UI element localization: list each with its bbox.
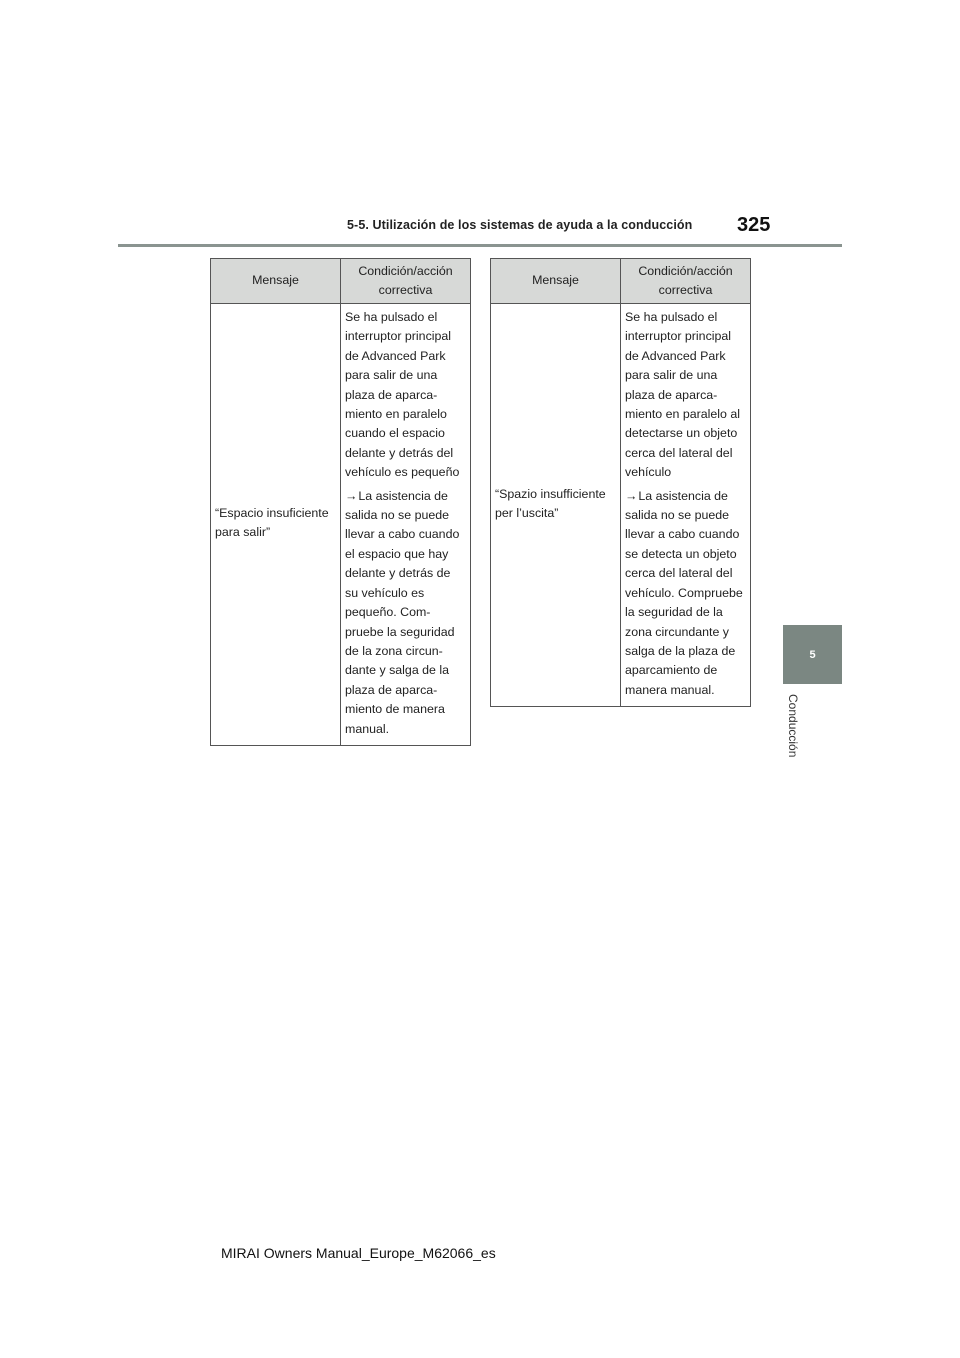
- table-header-row: [491, 259, 751, 304]
- condition-text: Se ha pulsado el interruptor principal de Advanced Park para salir de una plaza de aparca-miento en paralelo cuando el espacio delante y detrás del vehículo es pequeño: [345, 310, 460, 480]
- message-text: “Spazio insufficiente per l’uscita”: [495, 486, 606, 521]
- table-row: [211, 304, 471, 746]
- action-text: La asistencia de salida no se puede llevar a cabo cuando se detecta un objeto cerca del lateral del vehículo. Compruebe la seguridad de la zona circundante y salga de la plaza de aparcamiento de manera manual.: [625, 488, 743, 697]
- header-condition: Condición/acción correctiva: [621, 259, 751, 304]
- action-text: La asistencia de salida no se puede llevar a cabo cuando el espacio que hay delante y detrás de su vehículo es pequeño. Com-pruebe la seguridad de la zona circun-dante y salga de la plaza de aparca-miento de manera manual.: [345, 488, 460, 736]
- condition-cell: [621, 304, 751, 707]
- table-header-row: [211, 259, 471, 304]
- header-message: Mensaje: [211, 259, 341, 304]
- arrow-icon: →: [345, 488, 358, 503]
- action-paragraph: [345, 487, 466, 739]
- condition-cell: [341, 304, 471, 746]
- message-text: “Espacio insuficiente para salir”: [215, 506, 329, 540]
- arrow-icon: →: [625, 488, 638, 503]
- chapter-tab[interactable]: [783, 625, 842, 684]
- section-title: 5-5. Utilización de los sistemas de ayuda a la conducción: [347, 218, 693, 232]
- table-row: [491, 304, 751, 707]
- action-paragraph: [625, 487, 746, 700]
- header-message: Mensaje: [491, 259, 621, 304]
- message-cell: [491, 304, 621, 707]
- header-condition: Condición/acción correctiva: [341, 259, 471, 304]
- chapter-label: Conducción: [786, 694, 800, 758]
- message-table-right: [490, 258, 751, 707]
- message-table-left: [210, 258, 471, 746]
- message-cell: [211, 304, 341, 746]
- page-number: 325: [737, 214, 771, 236]
- condition-text: Se ha pulsado el interruptor principal de Advanced Park para salir de una plaza de aparca-miento en paralelo al detectarse un objeto cerca del lateral del vehículo: [625, 310, 741, 480]
- chapter-number: 5: [809, 648, 816, 661]
- footer-text: MIRAI Owners Manual_Europe_M62066_es: [221, 1245, 496, 1261]
- header-divider: [118, 244, 842, 247]
